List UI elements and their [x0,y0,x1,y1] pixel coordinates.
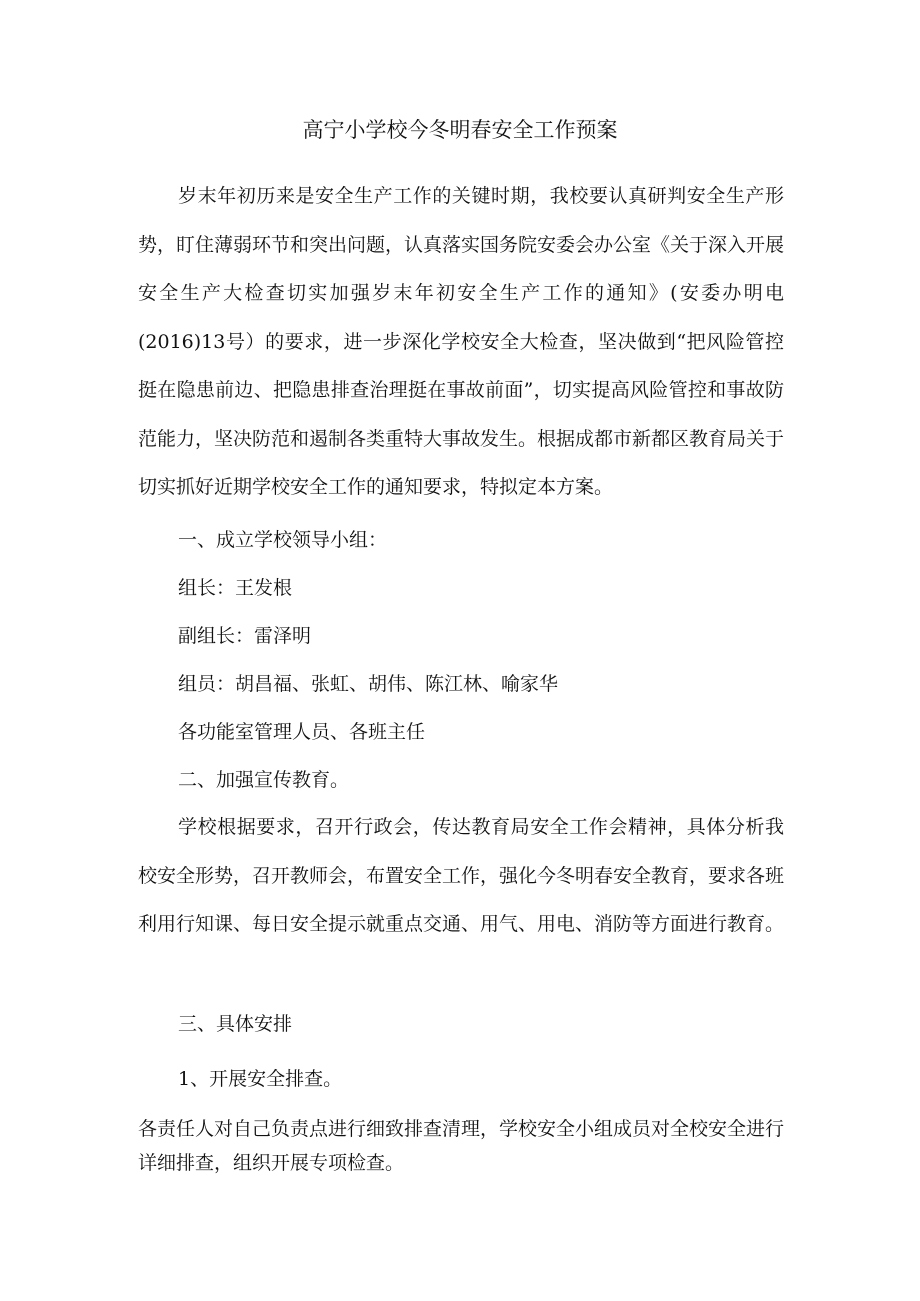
item1-heading: 1、开展安全排查。 [178,1068,343,1090]
members-line: 组员：胡昌福、张虹、胡伟、陈江林、喻家华 [178,673,559,695]
other-members-line: 各功能室管理人员、各班主任 [178,721,426,743]
deputy-leader-line: 副组长：雷泽明 [178,625,312,647]
leader-line: 组长：王发根 [178,577,293,599]
section2-paragraph: 学校根据要求，召开行政会，传达教育局安全工作会精神，具体分析我校安全形势，召开教师会，布置安全工作，强化今冬明春安全教育，要求各班利用行知课、每日安全提示就重点交通、用气、用电、消防等方面进行教育。 [138,816,785,935]
item1-paragraph: 各责任人对自己负责点进行细致排查清理，学校安全小组成员对全校安全进行详细排查，组织开展专项检查。 [138,1118,785,1174]
section2-heading: 二、加强宣传教育。 [178,769,350,791]
intro-paragraph: 岁末年初历来是安全生产工作的关键时期，我校要认真研判安全生产形势，盯住薄弱环节和突出问题，认真落实国务院安委会办公室《关于深入开展安全生产大检查切实加强岁末年初安全生产工作的通知》(安委办明电(2016)13号）的要求，进一步深化学校安全大检查，坚决做到“把风险管控挺在隐患前边、把隐患排查治理挺在事故前面”，切实提高风险管控和事故防范能力，坚决防范和遏制各类重特大事故发生。根据成都市新都区教育局关于切实抓好近期学校安全工作的通知要求，特拟定本方案。 [138,185,785,498]
document-title: 高宁小学校今冬明春安全工作预案 [302,118,618,142]
section1-heading: 一、成立学校领导小组： [178,529,388,551]
section3-heading: 三、具体安排 [178,1013,293,1035]
